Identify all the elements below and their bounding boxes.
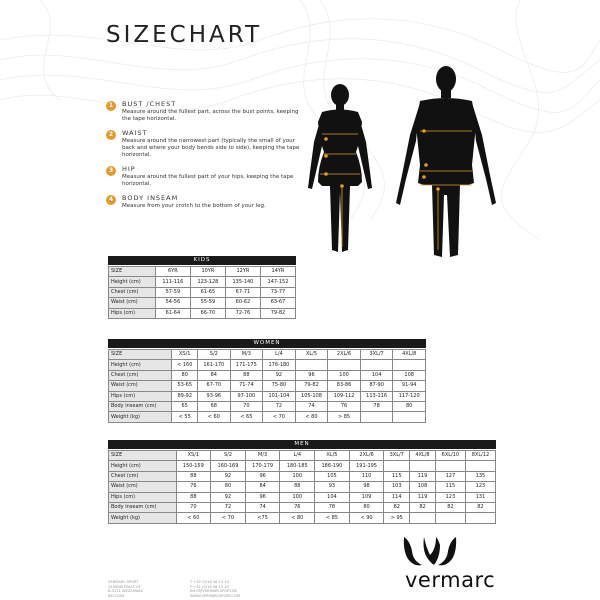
- table-row: [109, 412, 426, 422]
- table-row: [109, 391, 426, 401]
- measurement-label: Hips (cm): [109, 492, 177, 502]
- step-inseam: [106, 194, 306, 210]
- table-cell: 76: [176, 482, 211, 492]
- step-description: Measure around the narrowest part (typically the small of your back and where your body bends side to side), keeping the tape horizontal.: [122, 138, 300, 158]
- size-column-header: SIZE: [109, 350, 172, 360]
- size-label: 10YR: [190, 267, 225, 277]
- table-cell: 117-120: [393, 391, 426, 401]
- kids-size-table: [108, 266, 296, 319]
- table-cell: 89-92: [172, 391, 198, 401]
- table-cell: 170-179: [245, 461, 280, 471]
- table-cell: 75-80: [263, 381, 296, 391]
- measurement-label: Height (cm): [109, 277, 156, 287]
- size-label: S/2: [198, 350, 231, 360]
- table-cell: 82: [410, 502, 436, 512]
- table-cell: < 90: [349, 513, 384, 523]
- step-description: Measure around the fullest part of your hips, keeping the tape horizontal.: [122, 174, 294, 187]
- table-cell: 105-108: [295, 391, 328, 401]
- step-number-badge: 1: [106, 101, 116, 111]
- table-cell: 109-112: [328, 391, 361, 401]
- step-description: Measure around the fullest part, across the bust points, keeping the tape horizontal.: [122, 109, 299, 122]
- measurement-label: Body inseam (cm): [109, 401, 172, 411]
- table-cell: 135-140: [225, 277, 260, 287]
- measurement-label: Height (cm): [109, 360, 172, 370]
- table-cell: 61-65: [190, 287, 225, 297]
- table-cell: < 80: [280, 513, 315, 523]
- table-cell: 92: [263, 370, 296, 380]
- table-cell: 73-77: [260, 287, 295, 297]
- table-cell: 79-82: [295, 381, 328, 391]
- table-cell: 55-59: [190, 298, 225, 308]
- size-label: L/4: [280, 451, 315, 461]
- table-cell: 92: [211, 471, 246, 481]
- table-cell: [393, 360, 426, 370]
- table-cell: 88: [176, 471, 211, 481]
- table-row: [109, 502, 496, 512]
- table-cell: < 60: [176, 513, 211, 523]
- table-cell: [465, 513, 495, 523]
- table-cell: < 70: [211, 513, 246, 523]
- measurement-label: Height (cm): [109, 461, 177, 471]
- table-row: [109, 381, 426, 391]
- table-cell: 160-169: [211, 461, 246, 471]
- size-label: 4XL/8: [393, 350, 426, 360]
- step-title: HIP: [122, 165, 136, 173]
- table-cell: 123: [435, 492, 465, 502]
- table-cell: 103: [384, 482, 410, 492]
- size-label: XL/5: [315, 451, 350, 461]
- table-row: [109, 482, 496, 492]
- size-label: 3XL/7: [384, 451, 410, 461]
- table-cell: 127: [435, 471, 465, 481]
- table-cell: 88: [280, 482, 315, 492]
- measurement-label: Waist (cm): [109, 298, 156, 308]
- table-cell: [393, 412, 426, 422]
- footer-line: F +32 (0)16 58 13 10: [190, 584, 229, 589]
- table-cell: 171-175: [230, 360, 263, 370]
- footer-line: T +32 (0)16 58 13 10: [190, 580, 229, 584]
- table-cell: 76: [328, 401, 361, 411]
- table-header-row: [109, 267, 296, 277]
- size-label: XS/1: [176, 451, 211, 461]
- table-header-row: [109, 451, 496, 461]
- table-cell: 84: [245, 482, 280, 492]
- table-cell: [295, 360, 328, 370]
- table-cell: < 65: [230, 412, 263, 422]
- kids-table-title: KIDS: [108, 256, 296, 265]
- step-number-badge: 2: [106, 130, 116, 140]
- table-cell: 87-90: [360, 381, 393, 391]
- size-label: S/2: [211, 451, 246, 461]
- footer-line: INFO@VERMARCSPORT.BE: [190, 589, 238, 593]
- table-cell: 100: [328, 370, 361, 380]
- table-cell: 105: [315, 471, 350, 481]
- table-cell: 72-76: [225, 308, 260, 318]
- table-cell: 191-195: [349, 461, 384, 471]
- table-cell: 60-62: [225, 298, 260, 308]
- table-row: [109, 277, 296, 287]
- table-cell: 66-70: [190, 308, 225, 318]
- size-label: 2XL/6: [328, 350, 361, 360]
- table-cell: [360, 360, 393, 370]
- table-cell: 96: [245, 492, 280, 502]
- table-cell: [435, 513, 465, 523]
- table-cell: 78: [315, 502, 350, 512]
- table-cell: > 85: [328, 412, 361, 422]
- table-cell: 88: [230, 370, 263, 380]
- table-cell: 113-116: [360, 391, 393, 401]
- size-label: 6YR: [155, 267, 190, 277]
- measurement-label: Hips (cm): [109, 391, 172, 401]
- measurement-label: Hips (cm): [109, 308, 156, 318]
- company-address: [108, 580, 143, 598]
- table-cell: 104: [360, 370, 393, 380]
- table-cell: 57-59: [155, 287, 190, 297]
- table-cell: 101-104: [263, 391, 296, 401]
- table-cell: 80: [211, 482, 246, 492]
- table-cell: 109: [349, 492, 384, 502]
- table-cell: > 95: [384, 513, 410, 523]
- table-cell: 74: [295, 401, 328, 411]
- table-cell: 186-190: [315, 461, 350, 471]
- table-row: [109, 492, 496, 502]
- table-cell: < 70: [263, 412, 296, 422]
- table-cell: 115: [435, 482, 465, 492]
- measurement-label: Chest (cm): [109, 370, 172, 380]
- table-cell: 100: [280, 471, 315, 481]
- size-label: 2XL/6: [349, 451, 384, 461]
- table-row: [109, 370, 426, 380]
- table-cell: 61-64: [155, 308, 190, 318]
- size-label: 12YR: [225, 267, 260, 277]
- table-row: [109, 513, 496, 523]
- table-cell: < 85: [315, 513, 350, 523]
- table-cell: < 60: [198, 412, 231, 422]
- female-silhouette: [300, 82, 380, 254]
- table-cell: 91-94: [393, 381, 426, 391]
- table-row: [109, 471, 496, 481]
- measurement-label: Waist (cm): [109, 381, 172, 391]
- table-cell: 108: [410, 482, 436, 492]
- table-cell: 72: [211, 502, 246, 512]
- footer-line: OLMENSTRAAT 29: [108, 584, 141, 589]
- table-cell: 92: [211, 492, 246, 502]
- table-cell: 53-65: [172, 381, 198, 391]
- table-cell: 80: [349, 502, 384, 512]
- step-waist: [106, 129, 306, 159]
- size-column-header: SIZE: [109, 267, 156, 277]
- table-cell: 76: [280, 502, 315, 512]
- size-label: M/3: [230, 350, 263, 360]
- table-cell: 80: [393, 401, 426, 411]
- table-cell: 161-170: [198, 360, 231, 370]
- table-cell: [360, 412, 393, 422]
- table-cell: 123-128: [190, 277, 225, 287]
- size-label: 8XL/12: [465, 451, 495, 461]
- step-bust: [106, 100, 306, 123]
- footer-line: B-3111 WEZEMAAL: [108, 589, 143, 593]
- table-cell: 176-180: [263, 360, 296, 370]
- measurement-label: Weight (kg): [109, 412, 172, 422]
- women-table-title: WOMEN: [108, 339, 426, 348]
- step-title: WAIST: [122, 129, 148, 137]
- step-number-badge: 3: [106, 166, 116, 176]
- table-cell: 82: [465, 502, 495, 512]
- table-cell: 68: [198, 401, 231, 411]
- page-title: SIZECHART: [106, 22, 263, 48]
- table-cell: 82: [384, 502, 410, 512]
- size-label: XS/1: [172, 350, 198, 360]
- table-cell: [435, 461, 465, 471]
- men-size-table: [108, 450, 496, 524]
- table-cell: 97-100: [230, 391, 263, 401]
- step-title: BODY INSEAM: [122, 194, 179, 202]
- table-cell: [328, 360, 361, 370]
- table-cell: 72: [263, 401, 296, 411]
- table-cell: 119: [410, 471, 436, 481]
- table-cell: 84: [198, 370, 231, 380]
- table-row: [109, 461, 496, 471]
- size-label: 14YR: [260, 267, 295, 277]
- table-cell: < 160: [172, 360, 198, 370]
- table-cell: 63-67: [260, 298, 295, 308]
- table-cell: [410, 513, 436, 523]
- size-label: 6XL/10: [435, 451, 465, 461]
- table-row: [109, 401, 426, 411]
- footer-line: VERMARC SPORT: [108, 580, 139, 584]
- measurement-label: Waist (cm): [109, 482, 177, 492]
- table-cell: 96: [245, 471, 280, 481]
- table-row: [109, 287, 296, 297]
- table-cell: 100: [280, 492, 315, 502]
- vermarc-logo-icon: [400, 535, 460, 569]
- table-row: [109, 298, 296, 308]
- measurement-steps: [106, 100, 306, 216]
- table-cell: 67-70: [198, 381, 231, 391]
- size-label: M/3: [245, 451, 280, 461]
- size-column-header: SIZE: [109, 451, 177, 461]
- table-cell: < 80: [295, 412, 328, 422]
- table-cell: [465, 461, 495, 471]
- measurement-label: Body inseam (cm): [109, 502, 177, 512]
- company-contact: [190, 580, 240, 598]
- table-cell: 83-86: [328, 381, 361, 391]
- table-cell: 67-71: [225, 287, 260, 297]
- step-hip: [106, 165, 306, 188]
- table-cell: 71-74: [230, 381, 263, 391]
- table-cell: 150-159: [176, 461, 211, 471]
- table-cell: < 55: [172, 412, 198, 422]
- table-cell: 180-185: [280, 461, 315, 471]
- table-cell: 115: [384, 471, 410, 481]
- step-description: Measure from your crotch to the bottom of your leg.: [122, 203, 266, 209]
- table-cell: 70: [230, 401, 263, 411]
- table-cell: 108: [393, 370, 426, 380]
- men-table-title: MEN: [108, 440, 496, 449]
- table-cell: 93: [315, 482, 350, 492]
- size-label: 4XL/8: [410, 451, 436, 461]
- size-label: 3XL/7: [360, 350, 393, 360]
- table-cell: 147-152: [260, 277, 295, 287]
- table-cell: 98: [349, 482, 384, 492]
- table-header-row: [109, 350, 426, 360]
- table-cell: [384, 461, 410, 471]
- step-number-badge: 4: [106, 195, 116, 205]
- table-cell: 80: [172, 370, 198, 380]
- table-cell: 79-82: [260, 308, 295, 318]
- table-cell: 123: [465, 482, 495, 492]
- table-cell: 82: [435, 502, 465, 512]
- footer-line: BELGIUM: [108, 593, 125, 598]
- table-cell: 119: [410, 492, 436, 502]
- table-cell: 111-116: [155, 277, 190, 287]
- table-cell: 135: [465, 471, 495, 481]
- table-row: [109, 360, 426, 370]
- brand-wordmark: vermarc: [405, 568, 496, 592]
- table-cell: 93-96: [198, 391, 231, 401]
- table-row: [109, 308, 296, 318]
- table-cell: 78: [360, 401, 393, 411]
- step-title: BUST /CHEST: [122, 100, 177, 108]
- table-cell: <75: [245, 513, 280, 523]
- size-label: XL/5: [295, 350, 328, 360]
- table-cell: 74: [245, 502, 280, 512]
- measurement-label: Chest (cm): [109, 287, 156, 297]
- table-cell: 131: [465, 492, 495, 502]
- footer-line: WWW.VERMARCSPORT.COM: [190, 593, 240, 598]
- measurement-label: Chest (cm): [109, 471, 177, 481]
- male-silhouette: [392, 65, 500, 260]
- table-cell: 65: [172, 401, 198, 411]
- size-label: L/4: [263, 350, 296, 360]
- table-cell: 54-56: [155, 298, 190, 308]
- table-cell: 104: [315, 492, 350, 502]
- women-size-table: [108, 349, 426, 423]
- table-cell: 114: [384, 492, 410, 502]
- measurement-label: Weight (kg): [109, 513, 177, 523]
- table-cell: 70: [176, 502, 211, 512]
- table-cell: [410, 461, 436, 471]
- table-cell: 88: [176, 492, 211, 502]
- table-cell: 110: [349, 471, 384, 481]
- table-cell: 96: [295, 370, 328, 380]
